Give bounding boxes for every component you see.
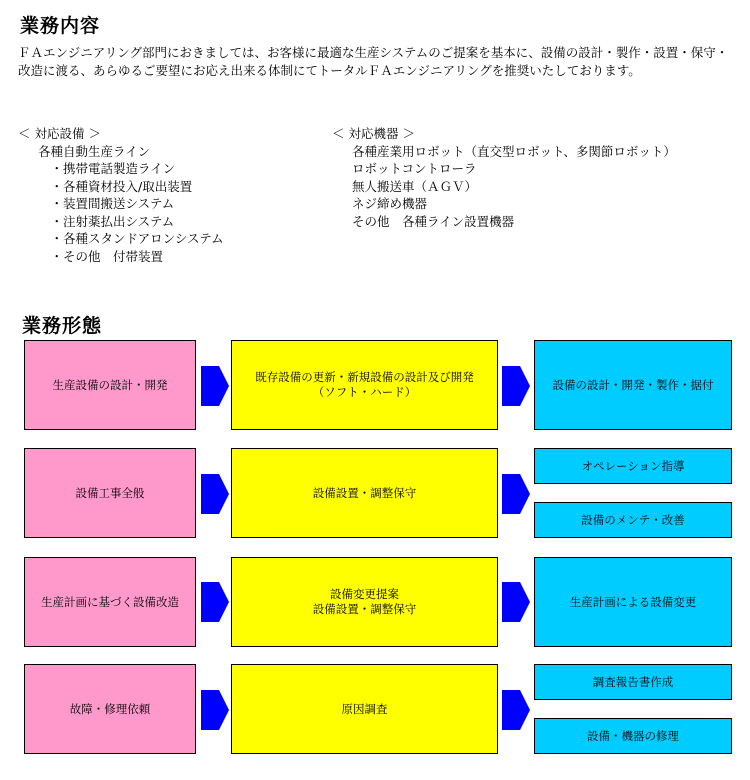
list-item: ロボットコントローラ [352,161,477,176]
input-box-row-2: 設備工事全般 [24,448,196,538]
process-box-row-2: 設備設置・調整保守 [231,448,498,538]
output-box-row-4-a: 調査報告書作成 [534,664,732,700]
devices-list [332,125,676,230]
input-box-row-4: 故障・修理依頼 [24,664,196,754]
output-box-row-1: 設備の設計・開発・製作・据付 [534,340,732,430]
output-box-row-3: 生産計画による設備変更 [534,557,732,647]
equipment-list [18,125,224,265]
list-item: ・装置間搬送システム [38,196,175,211]
equipment-heading: ＜ 対応設備 ＞ [18,126,101,141]
section-title-business-form: 業務形態 [22,315,103,337]
list-item: ・各種資材投入/取出装置 [38,178,193,194]
devices-heading: ＜ 対応機器 ＞ [332,126,415,141]
arrow-right-icon [201,690,229,730]
arrow-right-icon [502,690,530,730]
arrow-right-icon [201,474,229,514]
arrow-right-icon [502,366,530,406]
output-box-row-2-a: オペレーション指導 [534,448,732,484]
process-box-row-4: 原因調査 [231,664,498,754]
process-box-row-1: 既存設備の更新・新規設備の設計及び開発 （ソフト・ハード） [231,340,498,430]
arrow-right-icon [201,366,229,406]
list-item: ・注射薬払出システム [38,213,175,229]
arrow-right-icon [502,582,530,622]
list-item: その他 各種ライン設置機器 [352,213,515,229]
process-box-row-3: 設備変更提案 設備設置・調整保守 [231,557,498,647]
section-title-business-content: 業務内容 [20,15,101,37]
output-box-row-2-b: 設備のメンテ・改善 [534,502,732,538]
list-item: ・その他 付帯装置 [38,248,164,264]
list-item: ネジ締め機器 [352,196,428,211]
list-item: 無人搬送車（ＡＧＶ） [352,178,478,194]
list-item: ・携帯電話製造ライン [38,161,176,176]
output-box-row-4-b: 設備・機器の修理 [534,718,732,754]
list-item: 各種産業用ロボット（直交型ロボット、多関節ロボット） [352,143,676,159]
arrow-right-icon [201,582,229,622]
list-item: 各種自動生産ライン [38,143,151,159]
input-box-row-3: 生産計画に基づく設備改造 [24,557,196,647]
input-box-row-1: 生産設備の設計・開発 [24,340,196,430]
list-item: ・各種スタンドアロンシステム [38,231,224,246]
intro-paragraph: ＦＡエンジニアリング部門におきましては、お客様に最適な生産システムのご提案を基本に、設備の設計・製作・設置・保守・改造に渡る、あらゆるご要望にお応え出来る体制にてトータルＦＡエンジニアリングを推奨いたしております。 [18,45,729,78]
arrow-right-icon [502,474,530,514]
